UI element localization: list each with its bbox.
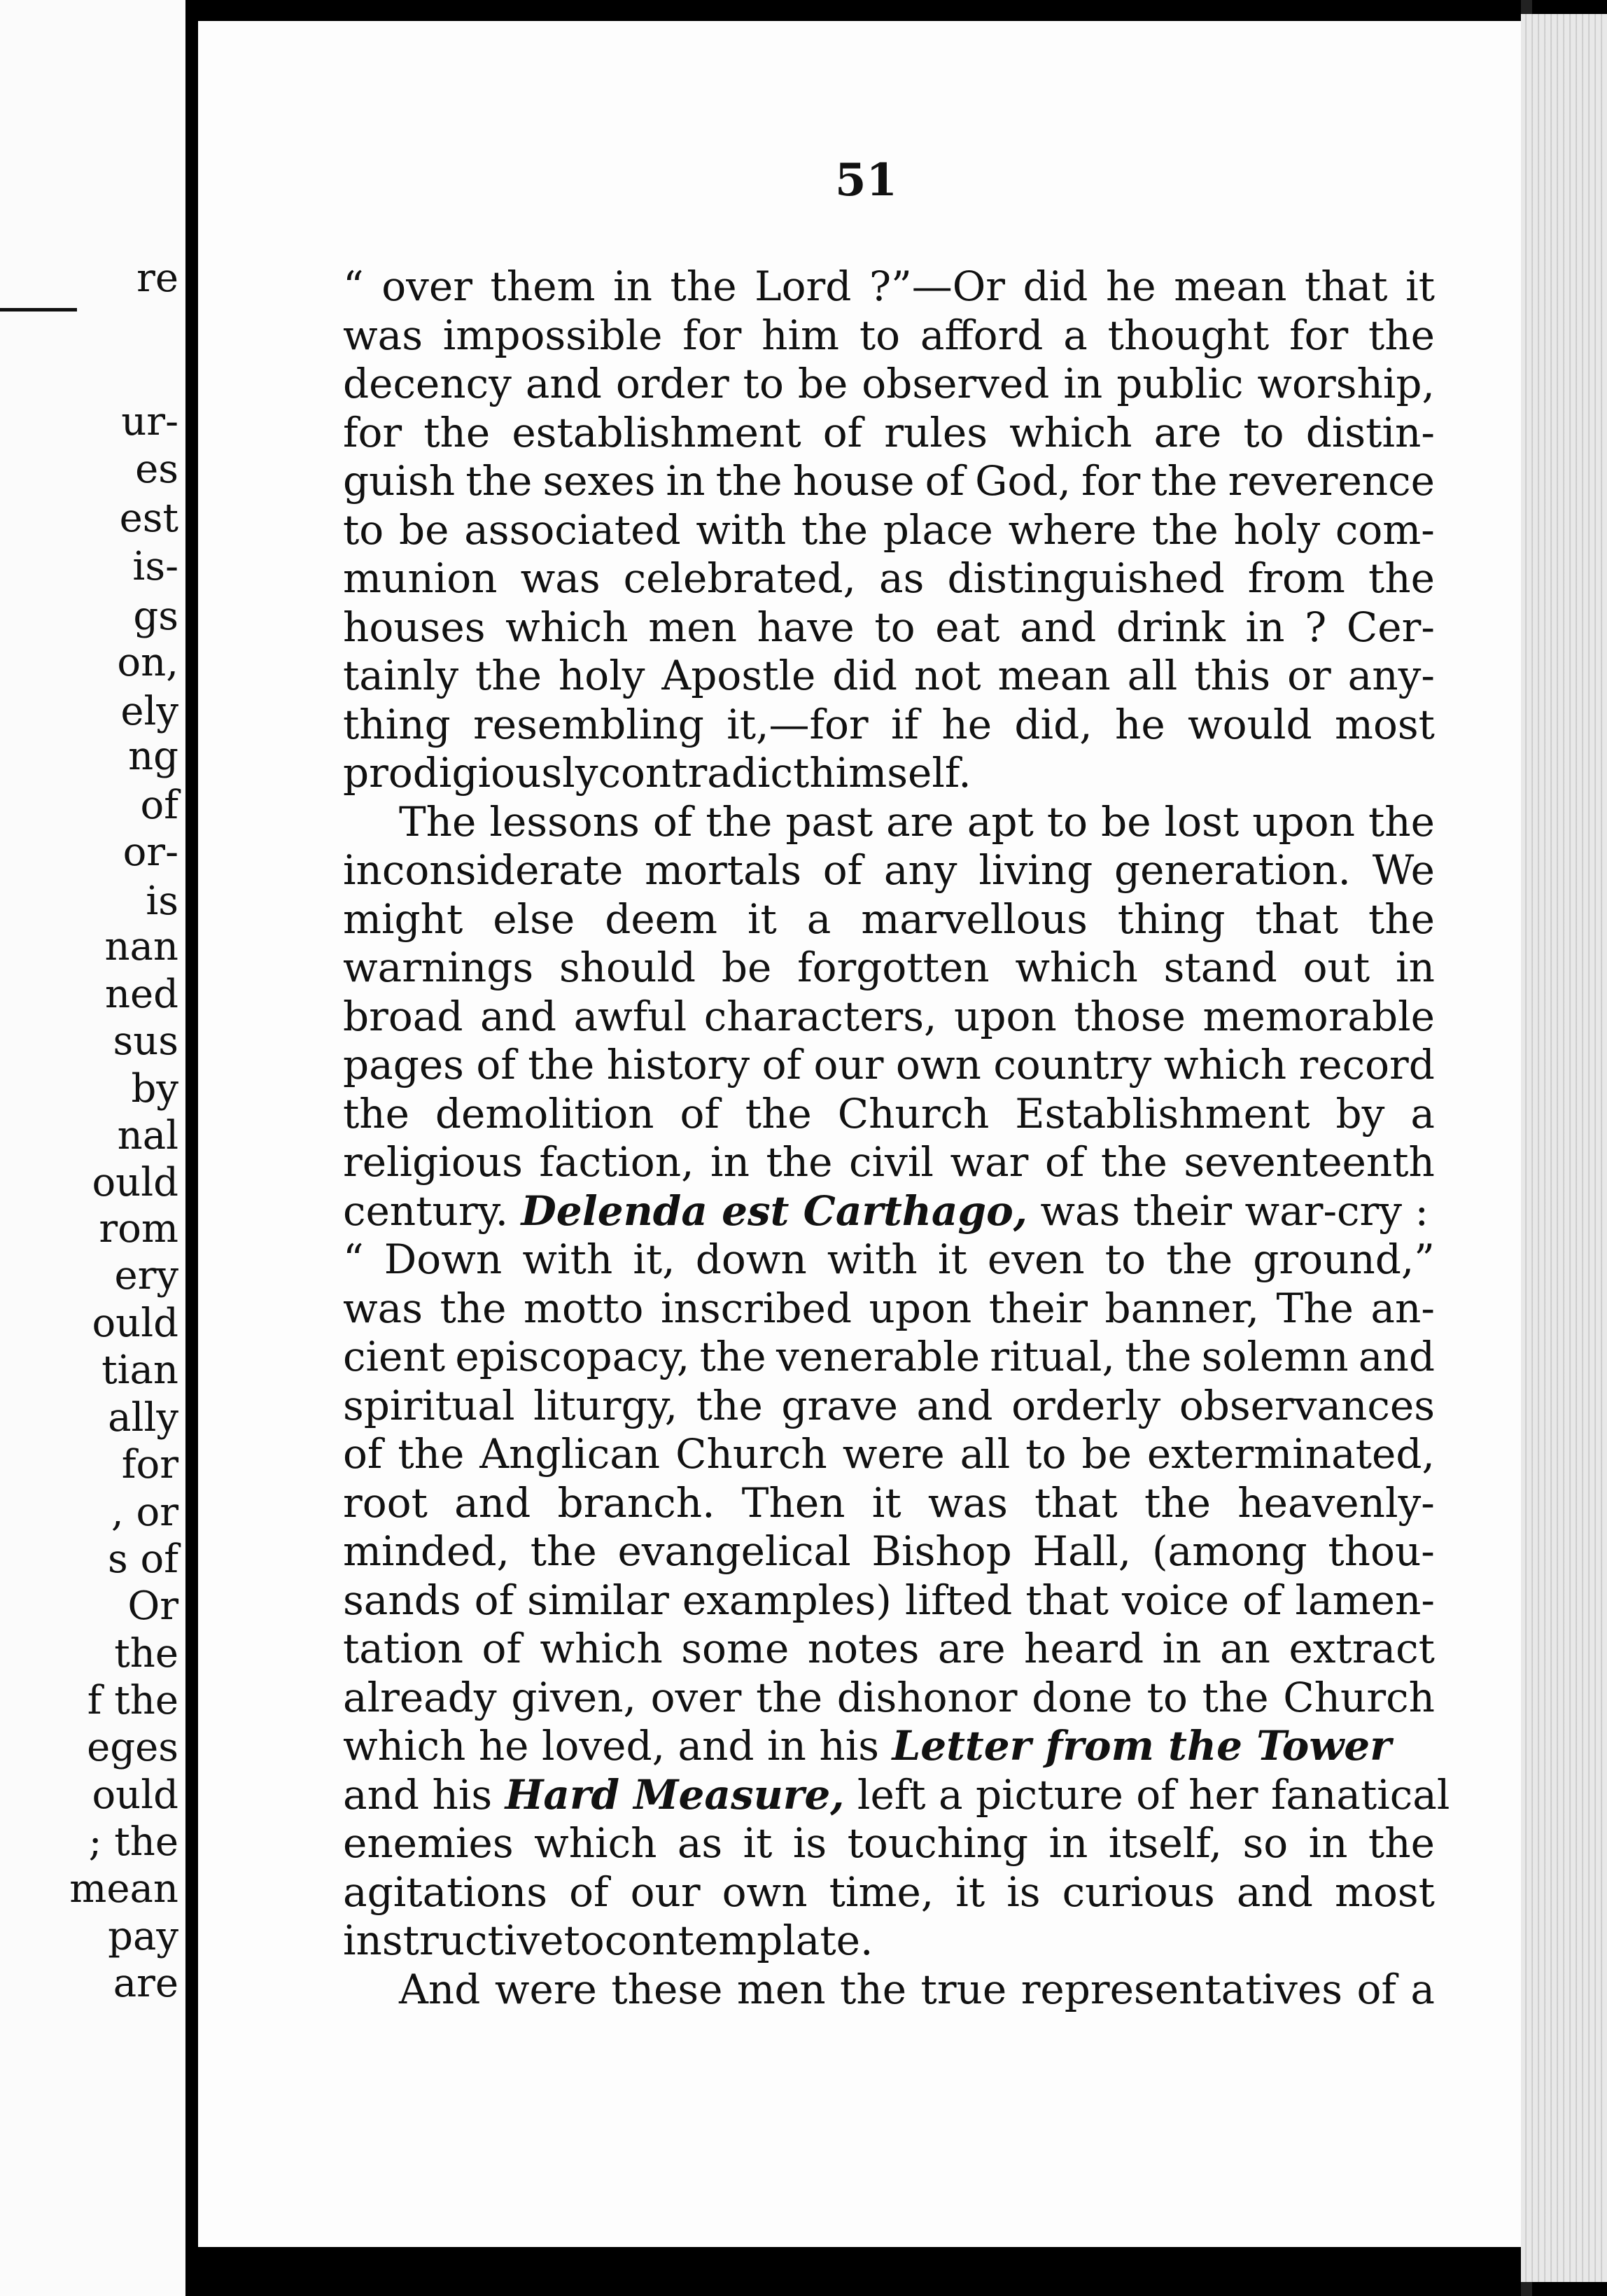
text-line: tainly the holy Apostle did not mean all this or any- bbox=[343, 652, 1435, 699]
italic-title: Hard Measure, bbox=[505, 1770, 845, 1819]
facing-page-rule bbox=[0, 308, 77, 312]
text-line: to be associated with the place where the holy com- bbox=[343, 505, 1435, 554]
facing-page-fragment: , or bbox=[111, 1490, 178, 1535]
text-line: minded, the evangelical Bishop Hall, (among thou- bbox=[343, 1527, 1435, 1575]
text-line: agitations of our own time, it is curious and most bbox=[343, 1868, 1435, 1916]
text-line: broad and awful characters, upon those memorable bbox=[343, 992, 1435, 1040]
facing-page-fragment: est bbox=[119, 496, 178, 541]
text-line: enemies which as it is touching in itself, so in the bbox=[343, 1819, 1435, 1867]
text-line: was the motto inscribed upon their banner, The an- bbox=[343, 1284, 1435, 1332]
text-line bbox=[343, 1187, 1435, 1236]
text-segment: was their war-cry : bbox=[1027, 1186, 1429, 1235]
facing-page bbox=[0, 0, 185, 2296]
text-segment: left a picture of her fanatical bbox=[844, 1770, 1450, 1819]
facing-page-fragment: is- bbox=[132, 544, 178, 589]
text-segment: which he loved, and in his bbox=[343, 1722, 892, 1770]
book-fore-edge bbox=[1521, 14, 1607, 2282]
text-line: pages of the history of our own country which record bbox=[343, 1041, 1435, 1088]
text-line: “ over them in the Lord ?”—Or did he mean that it bbox=[343, 262, 1435, 310]
facing-page-fragment: rom bbox=[99, 1206, 178, 1252]
facing-page-fragment: nal bbox=[117, 1113, 178, 1158]
page-number: 51 bbox=[835, 154, 898, 206]
text-line bbox=[343, 1722, 1435, 1771]
facing-page-fragment: ery bbox=[114, 1253, 178, 1298]
text-line: decency and order to be observed in public worship, bbox=[343, 360, 1435, 407]
text-line: The lessons of the past are apt to be lost upon the bbox=[399, 797, 1435, 846]
text-line bbox=[343, 1770, 1450, 1820]
facing-page-fragment: es bbox=[135, 447, 178, 492]
facing-page-fragment: sus bbox=[113, 1018, 178, 1064]
facing-page-fragment: ng bbox=[128, 734, 178, 779]
facing-page-fragment: nan bbox=[104, 924, 178, 969]
facing-page-fragment: is bbox=[146, 878, 178, 924]
facing-page-fragment: ur- bbox=[121, 399, 178, 444]
facing-page-fragment: pay bbox=[108, 1914, 178, 1959]
facing-page-fragment: ould bbox=[92, 1301, 178, 1346]
book-page bbox=[198, 21, 1521, 2247]
italic-title: Delenda est Carthago, bbox=[521, 1186, 1027, 1235]
facing-page-fragment: for bbox=[121, 1442, 178, 1488]
facing-page-fragment: the bbox=[114, 1631, 178, 1676]
facing-page-fragment: ould bbox=[92, 1160, 178, 1205]
facing-page-fragment: of bbox=[140, 783, 178, 828]
facing-page-fragment: by bbox=[131, 1066, 178, 1112]
facing-page-fragment: eges bbox=[87, 1725, 178, 1770]
facing-page-fragment: or- bbox=[122, 830, 178, 875]
text-line: sands of similar examples) lifted that voice of lamen- bbox=[343, 1576, 1435, 1624]
facing-page-fragment: tian bbox=[101, 1348, 178, 1393]
text-line: root and branch. Then it was that the heavenly- bbox=[343, 1478, 1435, 1527]
text-segment: and his bbox=[343, 1770, 505, 1819]
text-line: was impossible for him to afford a thought for the bbox=[343, 311, 1435, 359]
text-line: already given, over the dishonor done to the Church bbox=[343, 1673, 1435, 1721]
text-line: warnings should be forgotten which stand out in bbox=[343, 944, 1435, 991]
text-line: prodigiously contradict himself. bbox=[343, 749, 971, 797]
facing-page-fragment: ould bbox=[92, 1772, 178, 1818]
text-line: And were these men the true representatives of a bbox=[399, 1965, 1435, 2013]
facing-page-fragment: ned bbox=[104, 972, 178, 1017]
text-line: the demolition of the Church Establishment by a bbox=[343, 1089, 1435, 1138]
facing-page-fragment: re bbox=[136, 255, 178, 301]
text-line: of the Anglican Church were all to be exterminated, bbox=[343, 1430, 1435, 1478]
text-line: might else deem it a marvellous thing that the bbox=[343, 895, 1435, 943]
text-segment: century. bbox=[343, 1186, 521, 1235]
book-gutter bbox=[185, 0, 198, 2296]
facing-page-fragment: ; the bbox=[88, 1819, 178, 1865]
text-line: for the establishment of rules which are to distin- bbox=[343, 408, 1435, 456]
facing-page-fragment: on, bbox=[117, 640, 178, 685]
facing-page-fragment: s of bbox=[108, 1536, 178, 1582]
text-line: “ Down with it, down with it even to the ground,” bbox=[343, 1236, 1435, 1283]
text-line: instructive to contemplate. bbox=[343, 1917, 873, 1964]
facing-page-fragment: are bbox=[113, 1961, 178, 2006]
text-line: religious faction, in the civil war of the seventeenth bbox=[343, 1138, 1435, 1186]
facing-page-fragment: ely bbox=[120, 689, 178, 734]
text-line: tation of which some notes are heard in an extract bbox=[343, 1625, 1435, 1672]
text-line: cient episcopacy, the venerable ritual, the solemn and bbox=[343, 1333, 1435, 1380]
text-line: munion was celebrated, as distinguished from the bbox=[343, 554, 1435, 602]
facing-page-fragment: mean bbox=[69, 1866, 178, 1912]
italic-title: Letter from the Tower bbox=[892, 1722, 1391, 1770]
facing-page-fragment: gs bbox=[133, 594, 178, 639]
text-line: houses which men have to eat and drink in ? Cer- bbox=[343, 603, 1435, 651]
text-line: inconsiderate mortals of any living generation. We bbox=[343, 846, 1435, 894]
facing-page-fragment: f the bbox=[87, 1678, 178, 1723]
text-line: spiritual liturgy, the grave and orderly observances bbox=[343, 1381, 1435, 1429]
facing-page-fragment: ally bbox=[108, 1395, 178, 1441]
body-text bbox=[343, 262, 1450, 2014]
text-line: thing resembling it,—for if he did, he would most bbox=[343, 700, 1435, 748]
facing-page-fragment: Or bbox=[127, 1583, 178, 1629]
text-line: guish the sexes in the house of God, for the reverence bbox=[343, 457, 1435, 505]
